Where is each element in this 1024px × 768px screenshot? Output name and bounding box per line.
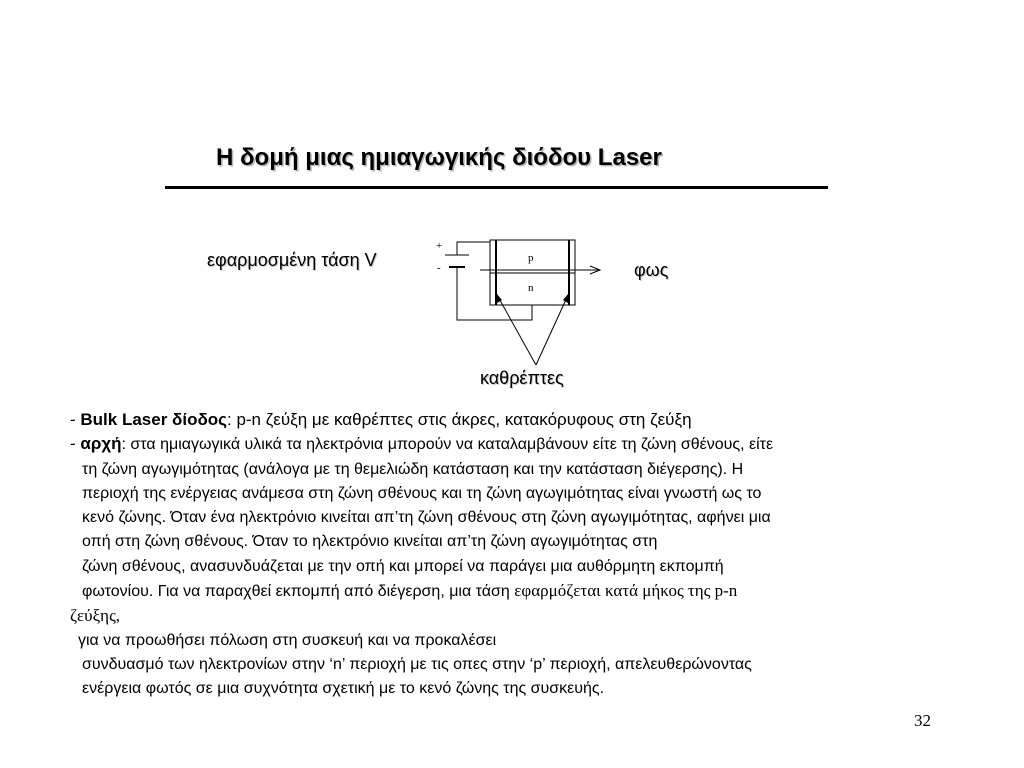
laser-diode-diagram [400,205,640,375]
body-line-8-serif: εφαρμόζεται κατά μήκος της p-n [514,581,738,601]
body-line-5: κενό ζώνης. Όταν ένα ηλεκτρόνιο κινείται απ’τη ζώνη σθένους στη ζώνη αγωγιμότητας, αφήνει μια [82,509,771,527]
body-line-10: για να προωθήσει πόλωση στη συσκευή και να προκαλέσει [78,631,497,649]
light-label: φως [634,260,669,280]
body-line-3: τη ζώνη αγωγιμότητας (ανάλογα με τη θεμελιώδη κατάσταση και την κατάσταση διέγερσης). Η [82,460,744,478]
title-underline [165,186,828,189]
mirror-pointer-right [536,293,569,365]
minus-sign: - [437,262,441,274]
wire-top [457,242,490,255]
n-region-label: n [528,282,534,294]
body-line-bulk-laser [70,408,970,432]
dash-1: - [70,410,81,429]
body-line-6: οπή στη ζώνη σθένους. Όταν το ηλεκτρόνιο κινείται απ’τη ζώνη αγωγιμότητας στη [82,533,658,551]
body-line-11: συνδυασμό των ηλεκτρονίων στην ‘n’ περιοχή με τις οπες στην ‘p’ περιοχή, απελευθερώνοντας [82,655,752,673]
wire-bottom [457,267,532,320]
p-region-label: p [528,252,534,264]
body-line-8-sans: φωτονίου. Για να παραχθεί εκπομπή από διέγερση, μια τάση [82,583,515,601]
body-line-8 [70,579,970,604]
body-line-12: ενέργεια φωτός σε μια συχνότητα σχετική με το κενό ζώνης της συσκευής. [82,680,605,698]
bulk-laser-description: : p-n ζεύξη με καθρέπτες στις άκρες, κατακόρυφους στη ζεύξη [227,410,692,429]
body-text [70,408,970,702]
applied-voltage-label: εφαρμοσμένη τάση V [207,250,377,270]
body-line-9: ζεύξης, [70,606,121,626]
mirror-pointer-left [496,293,536,365]
dash-2: - [70,434,81,454]
pointer-head-right [563,293,569,303]
term-bulk-laser: Bulk Laser δίοδος [80,410,227,429]
page-number: 32 [914,711,931,730]
body-line-7: ζώνη σθένους, ανασυνδυάζεται με την οπή και μπορεί να παράγει μια αυθόρμητη εκπομπή [82,557,724,575]
body-line-principle [70,432,970,457]
principle-text: : στα ημιαγωγικά υλικά τα ηλεκτρόνια μπορούν να καταλαμβάνουν είτε τη ζώνη σθένους, είτε [121,436,774,454]
body-line-4: περιοχή της ενέργειας ανάμεσα στη ζώνη σθένους και τη ζώνη αγωγιμότητας είναι γνωστή ως το [82,484,762,502]
slide-title: Η δομή μιας ημιαγωγικής διόδου Laser [216,144,662,171]
term-principle: αρχή [80,434,122,454]
mirrors-label: καθρέπτες [480,368,564,388]
plus-sign: + [436,240,443,252]
